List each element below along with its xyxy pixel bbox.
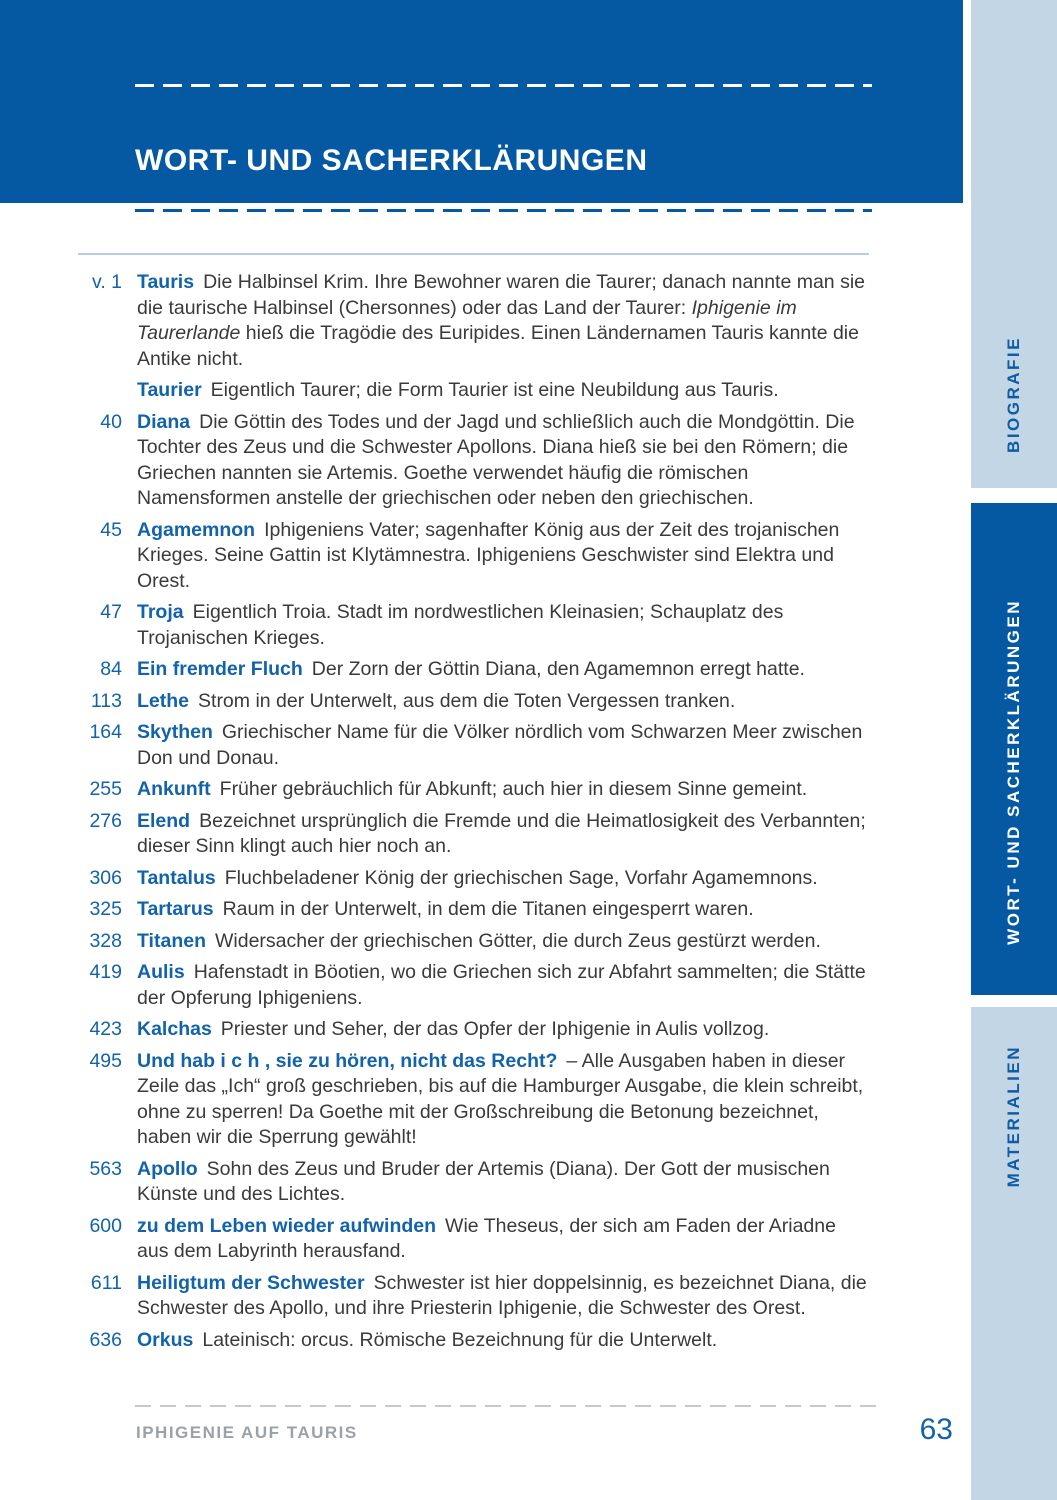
entry-text-segment: Hafenstadt in Böotien, wo die Griechen sich zur Abfahrt sammelten; die Stätte der Opferung Iphigeniens.	[137, 961, 866, 1009]
glossary-term: Ein fremder Fluch	[137, 658, 303, 680]
entry-text	[137, 960, 870, 1011]
line-number: 84	[100, 658, 122, 680]
header-band	[0, 0, 963, 203]
glossary-term: Troja	[137, 601, 184, 623]
glossary-entry	[70, 929, 870, 955]
page-number: 63	[919, 1413, 953, 1446]
entry-text-segment: hieß die Tragödie des Euripides. Einen Ländernamen Tauris kannte die Antike nicht.	[137, 322, 859, 370]
header-dashed-line-bottom	[135, 209, 872, 212]
entry-text-segment: Wie Theseus, der sich am Faden der Ariadne aus dem Labyrinth herausfand.	[137, 1214, 836, 1262]
glossary-entry	[70, 1214, 870, 1265]
entry-text	[137, 600, 870, 651]
glossary-term: Heiligtum der Schwester	[137, 1271, 365, 1294]
tab-wort-label: WORT- UND SACHERKLÄRUNGEN	[1004, 599, 1023, 945]
tab-materialien-label: MATERIALIEN	[1004, 1045, 1023, 1188]
entry-text-segment: Schwester ist hier doppelsinnig, es bezeichnet Diana, die Schwester des Apollo, und ihre Priesterin Iphigenie, die Schwester des Orest.	[137, 1271, 867, 1319]
glossary-entry	[70, 270, 870, 372]
entry-text-segment: Bezeichnet ursprünglich die Fremde und die Heimatlosigkeit des Verbannten; dieser Sinn klingt auch hier noch an.	[137, 809, 866, 857]
line-number: 328	[89, 929, 122, 952]
glossary-term: Und hab i c h , sie zu hören, nicht das Recht?	[137, 1049, 558, 1072]
glossary-term: Kalchas	[137, 1018, 212, 1040]
glossary-term: Orkus	[137, 1328, 194, 1351]
entry-text-italic: Iphigenie im Taurerlande	[137, 296, 797, 344]
glossary-entry	[70, 410, 870, 512]
glossary-term: Elend	[137, 809, 191, 832]
glossary-entry	[70, 897, 870, 923]
entry-text	[137, 410, 870, 512]
entry-text-segment: Strom in der Unterwelt, aus dem die Toten Vergessen tranken.	[198, 689, 736, 712]
entry-text	[137, 518, 870, 595]
entry-text	[137, 897, 870, 923]
entry-text-segment: Die Halbinsel Krim. Ihre Bewohner waren die Taurer; danach nannte man sie die taurische Halbinsel (Chersonnes) oder das Land der Taurer:	[137, 271, 865, 319]
content-divider-rule	[78, 253, 869, 255]
glossary-term: Apollo	[137, 1157, 198, 1180]
entry-text	[137, 1214, 870, 1265]
glossary-entry	[70, 866, 870, 892]
glossary-entry	[70, 378, 870, 404]
header-dashed-line-top	[135, 84, 872, 87]
line-number: 45	[100, 518, 122, 541]
glossary-term: Diana	[137, 410, 191, 433]
line-number: 255	[89, 778, 122, 800]
line-number: 40	[100, 410, 122, 433]
entry-text	[137, 1017, 870, 1043]
glossary-entry	[70, 777, 870, 803]
entry-text-segment: Widersacher der griechischen Götter, die durch Zeus gestürzt werden.	[214, 929, 821, 952]
glossary-entry	[70, 1017, 870, 1043]
entry-text-segment: Sohn des Zeus und Bruder der Artemis (Diana). Der Gott der musischen Künste und des Lichtes.	[137, 1157, 830, 1205]
entry-text-segment: Fluchbeladener König der griechischen Sage, Vorfahr Agamemnons.	[224, 866, 818, 889]
tab-materialien	[971, 1007, 1057, 1500]
glossary-term: Skythen	[137, 721, 213, 743]
line-number: 47	[100, 601, 122, 623]
entry-text-segment: Iphigeniens Vater; sagenhafter König aus der Zeit des trojanischen Krieges. Seine Gattin ist Klytämnestra. Iphigeniens Geschwister sind Elektra und Orest.	[137, 518, 840, 592]
entry-text	[137, 657, 870, 683]
line-number: 419	[89, 961, 122, 983]
footer-dashed-line	[135, 1405, 880, 1407]
entry-text	[137, 270, 870, 372]
entry-text-segment: Der Zorn der Göttin Diana, den Agamemnon erregt hatte.	[311, 658, 805, 680]
line-number: v. 1	[92, 271, 122, 293]
line-number: 164	[89, 721, 122, 743]
entry-text-segment: Früher gebräuchlich für Abkunft; auch hier in diesem Sinne gemeint.	[219, 778, 808, 800]
glossary-entry	[70, 518, 870, 595]
glossary-entry	[70, 1157, 870, 1208]
entry-text	[137, 1271, 870, 1322]
line-number: 325	[89, 898, 122, 920]
entry-text-segment: – Alle Ausgaben haben in dieser Zeile das „Ich“ groß geschrieben, bis auf die Hamburger Ausgabe, die klein schreibt, ohne zu sperren! Da Goethe mit der Großschreibung die Betonung bezeichnet, haben wir die Sperrung gewählt!	[137, 1049, 864, 1148]
glossary-term: Tantalus	[137, 866, 216, 889]
entry-text	[137, 777, 870, 803]
page-title: WORT- UND SACHERKLÄRUNGEN	[135, 144, 648, 177]
line-number: 306	[89, 866, 122, 889]
entry-text-segment: Priester und Seher, der das Opfer der Iphigenie in Aulis vollzog.	[220, 1018, 770, 1040]
glossary-entry	[70, 960, 870, 1011]
glossary-term: Tauris	[137, 271, 195, 293]
line-number	[70, 378, 122, 404]
entry-text	[137, 929, 870, 955]
entry-text	[137, 1328, 870, 1354]
glossary-term: zu dem Leben wieder aufwinden	[137, 1214, 437, 1237]
tab-wort-und-sacherklaerungen	[971, 503, 1057, 995]
glossary-entry	[70, 600, 870, 651]
entry-text	[137, 720, 870, 771]
entry-text	[137, 1157, 870, 1208]
glossary-entry	[70, 1328, 870, 1354]
line-number: 423	[89, 1018, 122, 1040]
glossary-entry	[70, 1049, 870, 1151]
line-number: 600	[89, 1214, 122, 1237]
tab-biografie-label: BIOGRAFIE	[1004, 336, 1023, 453]
entry-text-segment: Eigentlich Troia. Stadt im nordwestlichen Kleinasien; Schauplatz des Trojanischen Krieges.	[137, 601, 784, 649]
glossary-term: Tartarus	[137, 898, 214, 920]
glossary-entry	[70, 720, 870, 771]
line-number: 611	[90, 1271, 122, 1294]
glossary-entry	[70, 657, 870, 683]
glossary-term: Titanen	[137, 929, 206, 952]
line-number: 276	[89, 809, 122, 832]
footer-book-title: IPHIGENIE AUF TAURIS	[136, 1423, 358, 1442]
line-number: 113	[90, 689, 122, 712]
entry-text-segment: Lateinisch: orcus. Römische Bezeichnung für die Unterwelt.	[202, 1328, 718, 1351]
glossary-entry	[70, 809, 870, 860]
glossary-term: Ankunft	[137, 778, 211, 800]
glossary-list	[70, 270, 870, 1359]
glossary-term: Taurier	[137, 379, 202, 401]
entry-text-segment: Die Göttin des Todes und der Jagd und schließlich auch die Mondgöttin. Die Tochter des Zeus und die Schwester Apollons. Diana hieß sie bei den Römern; die Griechen nannten sie Artemis. Goethe verwendet häufig die römischen Namensformen anstelle der griechischen oder neben den griechischen.	[137, 410, 855, 509]
line-number: 563	[89, 1157, 122, 1180]
glossary-entry	[70, 689, 870, 715]
entry-text-segment: Griechischer Name für die Völker nördlich vom Schwarzen Meer zwischen Don und Donau.	[137, 721, 863, 769]
glossary-term: Lethe	[137, 689, 190, 712]
line-number: 495	[89, 1049, 122, 1072]
entry-text	[137, 809, 870, 860]
line-number: 636	[89, 1328, 122, 1351]
tab-biografie	[971, 0, 1057, 488]
glossary-term: Agamemnon	[137, 518, 256, 541]
glossary-term: Aulis	[137, 961, 185, 983]
entry-text	[137, 1049, 870, 1151]
glossary-entry	[70, 1271, 870, 1322]
entry-text	[137, 378, 870, 404]
entry-text	[137, 689, 870, 715]
entry-text-segment: Raum in der Unterwelt, in dem die Titanen eingesperrt waren.	[222, 898, 754, 920]
entry-text-segment: Eigentlich Taurer; die Form Taurier ist eine Neubildung aus Tauris.	[210, 379, 779, 401]
entry-text	[137, 866, 870, 892]
